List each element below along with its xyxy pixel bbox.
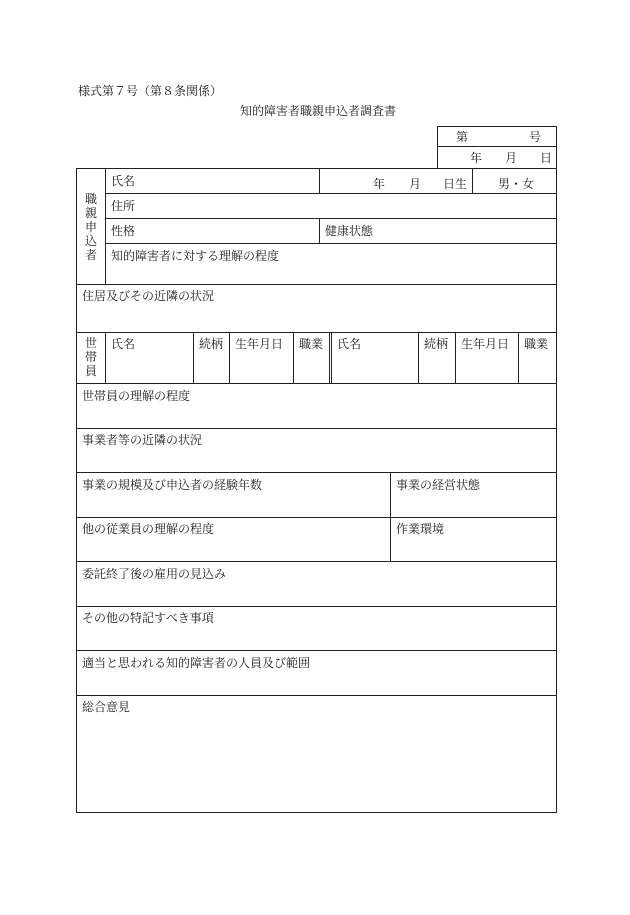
household-birthdate-label-1: 生年月日	[235, 337, 284, 351]
sex-label: 男・女	[498, 177, 535, 191]
date-month-label: 月	[505, 151, 518, 165]
household-name-label-1: 氏名	[111, 337, 136, 351]
work-environment-label: 作業環境	[396, 522, 445, 536]
date-year-label: 年	[470, 151, 483, 165]
household-relation-label-2: 続柄	[424, 337, 449, 351]
health-label: 健康状態	[325, 224, 374, 238]
page-title: 知的障害者職親申込者調査書	[240, 104, 397, 118]
doc-number-prefix: 第	[456, 130, 469, 144]
applicant-understanding-label: 知的障害者に対する理解の程度	[111, 249, 280, 263]
applicant-side-label: 職親申込者	[84, 192, 97, 262]
applicant-name-label: 氏名	[111, 174, 136, 188]
birth-day-label: 日生	[443, 177, 468, 191]
household-birthdate-label-2: 生年月日	[461, 337, 510, 351]
household-understanding-label: 世帯員の理解の程度	[82, 389, 191, 403]
birth-year-label: 年	[373, 177, 386, 191]
address-label: 住所	[111, 199, 136, 213]
household-occupation-label-1: 職業	[299, 337, 324, 351]
doc-number-suffix: 号	[529, 130, 542, 144]
household-occupation-label-2: 職業	[524, 337, 549, 351]
date-day-label: 日	[540, 151, 553, 165]
character-label: 性格	[111, 224, 136, 238]
employment-prospect-label: 委託終了後の雇用の見込み	[82, 567, 227, 581]
overall-opinion-label: 総合意見	[82, 700, 131, 714]
special-notes-label: その他の特記すべき事項	[82, 611, 214, 625]
birth-month-label: 月	[409, 177, 422, 191]
residence-label: 住居及びその近隣の状況	[82, 289, 215, 303]
business-status-label: 事業の経営状態	[396, 478, 481, 492]
suitable-persons-label: 適当と思われる知的障害者の人員及び範囲	[82, 656, 311, 670]
household-relation-label-1: 続柄	[199, 337, 224, 351]
household-name-label-2: 氏名	[337, 337, 362, 351]
business-neighborhood-label: 事業者等の近隣の状況	[82, 433, 203, 447]
form-number: 様式第７号（第８条関係）	[78, 84, 223, 98]
household-side-label: 世帯員	[84, 336, 97, 378]
employee-understanding-label: 他の従業員の理解の程度	[82, 522, 215, 536]
business-scale-label: 事業の規模及び申込者の経験年数	[82, 478, 263, 492]
